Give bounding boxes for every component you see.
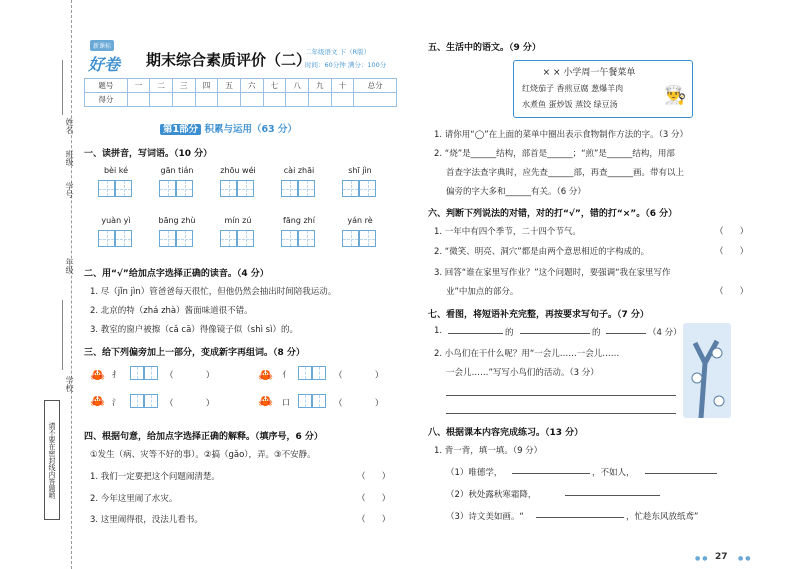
- char-box[interactable]: [312, 394, 326, 408]
- q8-sub: 1. 背一背，填一填。（9 分）: [434, 446, 543, 456]
- char-box[interactable]: [130, 366, 144, 380]
- binding-school-label: 学校: [65, 376, 74, 392]
- answer-paren[interactable]: （ ）: [357, 494, 391, 504]
- score-input[interactable]: [218, 93, 241, 107]
- q8-item-3: （3）诗文美如画。“: [446, 512, 524, 522]
- pinyin: bèi ké: [103, 166, 129, 175]
- q2-title: 二、用“√”给加点字选择正确的读音。（4 分）: [84, 269, 269, 279]
- writing-grid[interactable]: [115, 230, 132, 247]
- binding-number-label: 学号: [65, 182, 74, 198]
- q5-item-1: 1. 请你用“◯”在上面的菜单中圈出表示食物制作方法的字。（3 分）: [434, 130, 688, 140]
- menu-line: 水煮鱼 蛋炒饭 蒸饺 绿豆汤: [522, 100, 618, 109]
- writing-grid[interactable]: [298, 180, 315, 197]
- writing-grid[interactable]: [176, 230, 193, 247]
- q7-de: 的: [505, 328, 514, 338]
- page-number: 27: [715, 552, 728, 562]
- pinyin: shī jìn: [348, 166, 372, 175]
- blank-line[interactable]: [645, 464, 717, 474]
- writing-grid[interactable]: [220, 230, 237, 247]
- score-cell: 二: [150, 79, 173, 93]
- score-label: 得分: [85, 93, 128, 107]
- q8-item-1-cont: ，不如人，: [592, 468, 635, 478]
- writing-grid[interactable]: [237, 230, 254, 247]
- q4-item-3: 3. 这里闹得很，没法儿看书。: [90, 515, 203, 525]
- answer-paren[interactable]: （ ）: [334, 399, 384, 409]
- score-cell: 十: [331, 79, 354, 93]
- score-cell: 六: [240, 79, 263, 93]
- binding-class-label: 班级: [65, 150, 74, 166]
- binding-margin: [0, 0, 72, 569]
- menu-title: × × 小学周一午餐菜单: [542, 68, 636, 78]
- char-box[interactable]: [298, 394, 312, 408]
- answer-paren[interactable]: （ ）: [357, 515, 391, 525]
- score-input[interactable]: [150, 93, 173, 107]
- score-input[interactable]: [127, 93, 150, 107]
- q7-item-1: 1.: [434, 326, 443, 336]
- pinyin: fāng zhí: [283, 216, 315, 225]
- answer-paren[interactable]: （ ）: [715, 247, 749, 257]
- score-input[interactable]: [308, 93, 331, 107]
- q2-item-3: 3. 教室的窗户被擦（cǎ cā）得像镜子似（shì sì）的。: [90, 325, 298, 335]
- score-cell: 三: [172, 79, 195, 93]
- blank-line[interactable]: [446, 386, 676, 396]
- q7-item-2: 2. 小鸟们在干什么呢？用“一会儿……一会儿……: [434, 349, 620, 359]
- score-cell: 一: [127, 79, 150, 93]
- time-info: 时间：60分钟 满分：100分: [305, 61, 387, 69]
- q8-title: 八、根据课本内容完成练习。（13 分）: [428, 428, 584, 438]
- subject-info: 二年级语文 下（R版）: [305, 48, 371, 56]
- score-value-row: [85, 93, 397, 107]
- binding-name-label: 姓名: [65, 118, 74, 134]
- tree-birds-illustration: [683, 323, 731, 418]
- part1-title: 积累与运用（63 分）: [204, 124, 297, 135]
- score-cell: 七: [263, 79, 286, 93]
- page-title: 期末综合素质评价（二）: [146, 51, 312, 69]
- score-cell: 五: [218, 79, 241, 93]
- q5-item-2-cont: 首查字法查字典时，应先查______部，再查______画。带有以上: [446, 168, 685, 178]
- blank-line[interactable]: [446, 404, 676, 414]
- writing-grid[interactable]: [359, 230, 376, 247]
- radical: 亻: [282, 370, 290, 379]
- char-box[interactable]: [298, 366, 312, 380]
- pinyin: zhōu wéi: [220, 166, 256, 175]
- writing-grid[interactable]: [176, 180, 193, 197]
- spacer: [540, 324, 541, 334]
- q6-title: 六、判断下列说法的对错，对的打“√”，错的打“×”。（6 分）: [428, 209, 678, 219]
- score-input[interactable]: [263, 93, 286, 107]
- q6-item-3-cont: 业”中加点的部分。: [446, 287, 519, 297]
- score-input[interactable]: [240, 93, 263, 107]
- q7-de: 的: [592, 328, 601, 338]
- pinyin: bāng zhù: [158, 216, 196, 225]
- writing-grid[interactable]: [281, 180, 298, 197]
- answer-paren[interactable]: （ ）: [715, 227, 749, 237]
- crab-icon: 🦀: [258, 368, 273, 382]
- char-box[interactable]: [144, 394, 158, 408]
- tree-illustration: [683, 323, 731, 418]
- binding-line: [62, 300, 63, 370]
- crab-icon: 🦀: [90, 368, 105, 382]
- binding-grade-label: 年级: [65, 258, 74, 274]
- answer-paren[interactable]: （ ）: [715, 287, 749, 297]
- writing-grid[interactable]: [342, 230, 359, 247]
- writing-grid[interactable]: [159, 180, 176, 197]
- pinyin: gān tián: [160, 166, 194, 175]
- blank-line[interactable]: [606, 324, 646, 334]
- answer-paren[interactable]: （ ）: [165, 371, 215, 381]
- score-cell: 八: [286, 79, 309, 93]
- q4-item-2: 2. 今年这里闹了水灾。: [90, 494, 178, 504]
- q7-title: 七、看图，将短语补充完整，再按要求写句子。（7 分）: [428, 310, 649, 320]
- score-input[interactable]: [286, 93, 309, 107]
- writing-grid[interactable]: [359, 180, 376, 197]
- score-cell: 总分: [354, 79, 397, 93]
- answer-paren[interactable]: （ ）: [165, 399, 215, 409]
- q7-points: （4 分）: [648, 328, 682, 338]
- page-dots: ●●: [695, 555, 710, 562]
- part1-heading: [160, 121, 297, 135]
- writing-grid[interactable]: [237, 180, 254, 197]
- blank-line[interactable]: [448, 324, 503, 334]
- score-cell: 九: [308, 79, 331, 93]
- writing-grid[interactable]: [159, 230, 176, 247]
- radical: 扌: [112, 370, 120, 379]
- writing-grid[interactable]: [342, 180, 359, 197]
- q8-item-1: （1）唯德学，: [446, 468, 503, 478]
- pinyin: yuàn yì: [101, 216, 131, 225]
- writing-grid[interactable]: [115, 180, 132, 197]
- score-cell: 题号: [85, 79, 128, 93]
- pinyin: cài zhāi: [283, 166, 315, 175]
- writing-grid[interactable]: [98, 230, 115, 247]
- q5-item-2: 2. “烧”是______结构，部首是______；“煎”是______结构，用部: [434, 149, 675, 159]
- menu-line: 红烧茄子 香煎豆腐 葱爆羊肉: [522, 84, 624, 93]
- blank-line[interactable]: [512, 464, 590, 474]
- q1-title: 一、读拼音，写词语。（10 分）: [84, 149, 213, 159]
- q4-options: ①发生（病、灾等不好的事）。②搞（gǎo），弄。③不安静。: [90, 450, 316, 460]
- score-table: [84, 78, 397, 107]
- pinyin: mín zú: [224, 216, 252, 225]
- score-input[interactable]: [172, 93, 195, 107]
- brand-logo: [84, 40, 140, 76]
- radical: 氵: [112, 398, 120, 407]
- q2-item-2: 2. 北京的特（zhá zhà）酱面味道很不错。: [90, 306, 253, 316]
- q8-item-3-cont: ，忙趁东风放纸鸢”: [626, 512, 699, 522]
- writing-grid[interactable]: [298, 230, 315, 247]
- q6-item-3: 3. 回答“谁在家里写作业？”这个问题时，要强调“我在家里写作: [434, 268, 671, 278]
- pinyin: yán rè: [347, 216, 373, 225]
- q2-item-1: 1. 尽（jǐn jìn）管爸爸每天很忙，但他仍然会抽出时间陪我运动。: [90, 287, 337, 297]
- brand-tag: 新课标: [90, 40, 114, 51]
- q5-title: 五、生活中的语文。（9 分）: [428, 43, 541, 53]
- q7-item-2-cont: 一会儿……”写写小鸟们的活动。（3 分）: [446, 368, 599, 378]
- writing-grid[interactable]: [98, 180, 115, 197]
- writing-grid[interactable]: [281, 230, 298, 247]
- char-box[interactable]: [312, 366, 326, 380]
- q6-item-2: 2. “微笑、明亮、洞穴”都是由两个意思相近的字构成的。: [434, 247, 650, 257]
- score-input[interactable]: [195, 93, 218, 107]
- blank-line[interactable]: [536, 508, 624, 518]
- radical: 口: [282, 398, 290, 407]
- lunch-menu: [513, 60, 693, 118]
- q4-title: 四、根据句意，给加点字选择正确的解释。（填序号，6 分）: [84, 432, 323, 442]
- char-box[interactable]: [130, 394, 144, 408]
- writing-grid[interactable]: [220, 180, 237, 197]
- chef-icon: 👨‍🍳: [664, 85, 687, 106]
- q3-title: 三、给下列偏旁加上一部分，变成新字再组词。（8 分）: [84, 348, 305, 358]
- brand-logo-text: 好卷: [88, 55, 121, 74]
- binding-line: [62, 60, 63, 115]
- answer-paren[interactable]: （ ）: [357, 472, 391, 482]
- q6-item-1: 1. 一年中有四个季节，二十四个节气。: [434, 227, 581, 237]
- binding-notice: 请不要在密封线内答题哟: [44, 400, 60, 520]
- q4-item-1: 1. 我们一定要把这个问题闹清楚。: [90, 472, 220, 482]
- char-box[interactable]: [144, 366, 158, 380]
- score-input[interactable]: [331, 93, 354, 107]
- q5-item-2-cont: 偏旁的字大多和______有关。（6 分）: [446, 187, 586, 197]
- crab-icon: 🦀: [258, 394, 273, 408]
- score-input[interactable]: [354, 93, 397, 107]
- score-header-row: [85, 79, 397, 93]
- page-dots: ●●: [738, 555, 753, 562]
- blank-line[interactable]: [565, 486, 660, 496]
- crab-icon: 🦀: [90, 394, 105, 408]
- blank-line[interactable]: [520, 324, 590, 334]
- part1-badge: 第1部分: [160, 124, 201, 135]
- score-cell: 四: [195, 79, 218, 93]
- q8-item-2: （2）秋处露秋寒霜降，: [446, 490, 537, 500]
- answer-paren[interactable]: （ ）: [334, 371, 384, 381]
